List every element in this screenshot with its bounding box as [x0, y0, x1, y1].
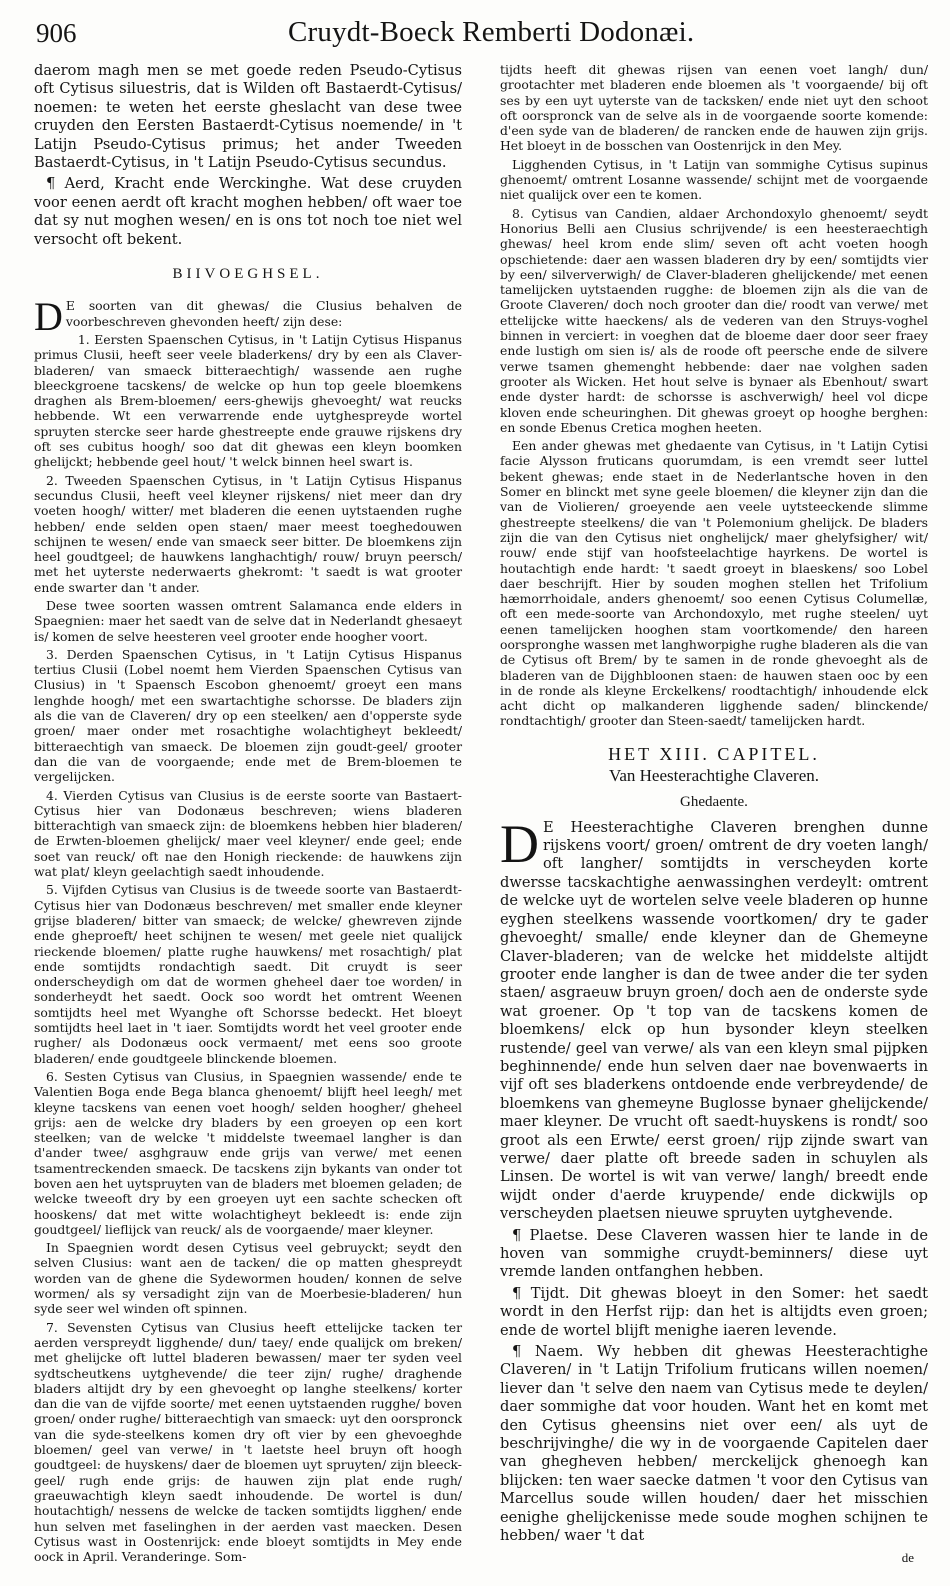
drop-cap: D — [34, 294, 63, 340]
continued-paragraph: tijdts heeft dit ghewas rijsen van eenen voet langh/ dun/ grootachter met bladeren ende bloemen als 't voorgaende/ bij oft ses by een uyt uyterste van de tacksken/ ende niet uyt den schoot oft oorspronck van de selve als in de voorgaende soorte komende: d'een syde van de bladeren/ de rancken ende de hauwen zijn grijs. Het bloeyt in de bosschen van Oostenrijck in den Mey. — [500, 62, 928, 154]
species-paragraph: 1. Eersten Spaenschen Cytisus, in 't Latijn Cytisus Hispanus primus Clusii, heeft seer veele bladerkens/ dry by een als Claver-bladeren/ van smaeck bitteraechtigh/ wassende aen rughe bleeckgroene tacskens/ de welcke op hun top geele bloemkens draghen als Brem-bloemen/ eers-ghewijs ghevoeght/ wat reucks hebbende. Wt een verwarrende ende uytghespreyde wortel spruyten stercke seer harde ghestreepte ende grauwe rijskens dry oft ses cubitus hoogh/ soo dat dit ghewas een kleyn boomken ghelijckt; hebbende geel hout/ 't welck binnen heel swart is. — [34, 331, 462, 470]
intro-paragraph: daerom magh men se met goede reden Pseudo-Cytisus oft Cytisus siluestris, dat is Wilden oft Bastaerdt-Cytisus/ noemen: te weten het eerste gheslacht van dese twee cruyden den Eersten Bastaerdt-Cytisus noemende/ in 't Latijn Pseudo-Cytisus primus; het ander Tweeden Bastaerdt-Cytisus, in 't Latijn Pseudo-Cytisus secundus. — [34, 62, 462, 172]
species-paragraph: 4. Vierden Cytisus van Clusius is de eerste soorte van Bastaert-Cytisus hier van Dodonæus beschreven; wiens bladeren bitterachtigh van smaeck zijn: de bloemkens hebben hier bladeren/ de Erwten-bloemen ghelijck/ maer veel kleyner/ ende geel; ende soet van reuck/ oft nae den Honigh rieckende: de hauwkens zijn wat plat/ kleyn geelachtigh saedt inhoudende. — [34, 787, 462, 880]
species-paragraph: 6. Sesten Cytisus van Clusius, in Spaegnien wassende/ ende te Valentien Boga ende Bega blanca ghenoemt/ blijft heel leegh/ met kleyne tacskens van eenen voet hoogh/ selden hoogher/ gheheel grijs: aen de welcke dry bladers by een groeyen op een kort steelken; van de welcke 't middelste tweemael langher is dan d'ander twee/ asghgrauw ende grijs van verwe/ met eenen tsamentreckenden smaeck. De tacskens zijn bykants van onder tot boven aen het uytspruyten van de bladers met bloemen geladen; de welcke tweeoft dry by een groeyen uyt een sachte schecken oft hooskens/ dat met witte wolachtigheyt bekleedt is: ende zijn goudtgeel/ lieflijck van reuck/ als de voorgaende/ maer kleyner. — [34, 1068, 462, 1237]
species-paragraph: 8. Cytisus van Candien, aldaer Archondoxylo ghenoemt/ seydt Honorius Belli aen Clusius schrijvende/ is een heesteraechtigh ghewas/ heel krom ende slim/ seven oft acht voeten hoogh opschietende: daer aen wassen bladeren dry by een/ somtijdts vier by een/ silververwigh/ de Claver-bladeren ghelijckende/ met eenen tamelijcken uytstaenden rugghe: de bloemen zijn als die van de Groote Claveren/ doch noch grooter dan die/ roodt van verwe/ met ettelijcke witte haeckens/ als de vederen van den Struys-voghel binnen in verciert: in voeghen dat de bloeme daer door seer fraey ende lustigh om sien is/ als de roode oft peersche ende de silvere verwe tsamen ghemenght hebbende: daer nae volghen saden grooter als Wicken. Het hout selve is bynaer als Ebenhout/ swart ende dyster hardt: de schorsse is aschverwigh/ heel vol dicpe kloven ende scheuringhen. Dit ghewas groeyt op hooghe berghen: en sonde Ebenus Cretica moghen heeten. — [500, 205, 928, 435]
species-paragraph: 2. Tweeden Spaenschen Cytisus, in 't Latijn Cytisus Hispanus secundus Clusii, heeft veel kleyner rijskens/ niet meer dan dry voeten hoogh/ witter/ met bladeren die eenen uytstaenden rughe hebben/ ende selden open staen/ maer meest toeghedouwen schijnen te wesen/ ende van smaeck seer bitter. De bloemkens zijn heel goudtgeel; de hauwkens langhachtigh/ rouw/ bruyn peersch/ met het uyterste nederwaerts ghekromt: 't saedt is wat grooter ende swarter dan 't ander. — [34, 472, 462, 595]
species-paragraph: Ligghenden Cytisus, in 't Latijn van sommighe Cytisus supinus ghenoemt/ omtrent Losanne wassende/ schijnt met de voorgaende niet qualijck over een te komen. — [500, 156, 928, 203]
bijvoeghsel-intro — [34, 294, 462, 340]
chapter-paragraph — [500, 813, 928, 1224]
left-column — [34, 62, 462, 1565]
running-title: Cruydt-Boeck Remberti Dodonæi. — [288, 16, 695, 48]
species-paragraph: 7. Sevensten Cytisus van Clusius heeft ettelijcke tacken ter aerden verspreydt ligghende/ dun/ taey/ ende qualijck om breken/ met ghelijcke oft luttel bladeren bewassen/ maer ter syden veel sydtscheutkens uytghevende/ die teer zijn/ rughe/ draghende bladers altijdt dry by een ghevoeght op langhe steelkens/ korter dan die van de vijfde soorte/ met eenen uytstaenden rugghe/ boven groen/ onder rughe/ bitteraechtigh van smaeck: uyt den oorspronck van die syde-steelkens komen dry oft vier by een ghevoeghde bloemen/ geel van verwe/ in 't laetste heel bruyn oft hoogh goudtgeel: de huyskens/ daer de bloemen uyt spruyten/ zijn bleeck-geel/ rugh ende grijs: de hauwen zijn plat ende rugh/ graeuwachtigh kleyn saedt inhoudende. De wortel is dun/ houtachtigh/ nessens de welcke de tacken somtijdts ligghen/ ende hun selven met faselinghen in der aerden vast maecken. Desen Cytisus wast in Oostenrijck: ende bloeyt somtijdts in Mey ende oock in April. Veranderinge. Som- — [34, 1319, 462, 1565]
species-paragraph: In Spaegnien wordt desen Cytisus veel gebruyckt; seydt den selven Clusius: want aen de tacken/ die op matten ghespreydt worden van de ghene die Sydewormen houden/ konnen de selve wormen/ als sy versadight zijn van de Moerbesie-bladeren/ hun syde seer wel winden oft spinnen. — [34, 1240, 462, 1317]
drop-cap: D — [500, 813, 539, 874]
species-paragraph: 3. Derden Spaenschen Cytisus, in 't Latijn Cytisus Hispanus tertius Clusii (Lobel noemt hem Vierden Spaenschen Cytisus van Clusius) in 't Spaensch Escobon ghenoemt/ groeyt een mans lenghde hoogh/ met een swartachtighe schorsse. De bladers zijn als die van de Claveren/ dry op een steelken/ aen d'opperste syde groen/ maer onder met rosachtighe wolachtigheyt bekleedt/ bitteraechtigh van smaeck. De bloemen zijn goudt-geel/ grooter dan die van de voorgaende; ende met de Brem-bloemen te vergelijcken. — [34, 646, 462, 785]
page-header — [36, 16, 914, 50]
ghedaente-heading: Ghedaente. — [680, 794, 748, 811]
chapter-title: HET XIII. CAPITEL. — [608, 743, 820, 764]
page-number: 906 — [36, 18, 77, 48]
tijdt-paragraph: ¶ Tijdt. Dit ghewas bloeyt in den Somer: het saedt wordt in den Herfst rijp: dan het is altijdts even groen; ende de wortel blijft menighe iaeren levende. — [500, 1284, 928, 1339]
species-paragraph: 5. Vijfden Cytisus van Clusius is de tweede soorte van Bastaerdt-Cytisus hier van Dodonæus beschreven/ met smaller ende kleyner grijse bladeren/ bitter van smaeck; de welcke/ ghewreven zijnde ende gheproeft/ heet schijnen te wesen/ met geele niet qualijck rieckende bloemen/ platte rughe hauwkens/ met rosachtigh/ plat ende somtijdts rondachtigh saedt. Dit cruydt is seer onderscheydigh om dat de wormen gheheel daer toe worden/ in sonderheydt het saedt. Oock soo wordt het omtrent Weenen somtijdts heel met Wyanghe oft Schorsse bedeckt. Het bloeyt somtijdts heel laet in 't iaer. Somtijdts wordt het veel grooter ende rugher/ als Dodonæus oock vermaent/ met eens soo groote bladeren/ ende goudtgeele blinckende bloemen. — [34, 882, 462, 1066]
aerd-kracht-paragraph: ¶ Aerd, Kracht ende Werckinghe. Wat dese cruyden voor eenen aerdt oft kracht moghen hebben/ oft waer toe dat sy nut moghen wesen/ en is ons tot noch toe niet wel versocht oft bekent. — [34, 175, 462, 248]
bijvoeghsel-intro-text: E soorten van dit ghewas/ die Clusius behalven de voorbeschreven ghevonden heeft/ zijn dese: — [65, 298, 462, 329]
right-column — [500, 62, 928, 1545]
species-paragraph: Een ander ghewas met ghedaente van Cytisus, in 't Latijn Cytisi facie Alysson fruticans quorumdam, is een vremdt seer luttel bekent ghewas; ende staet in de Nederlantsche hoven in den Somer en blinckt met syne geele bloemen/ die kleyner zijn dan die van de Violieren/ groeyende aen veele uytsteeckende slimme ghestreepte steelkens/ die van 't Polemonium ghelijck. De bladers zijn die van den Cytisus niet onghelijck/ maer ghelyfsigher/ wit/ rouw/ ende stijf van hoofsteelachtige hayrkens. De wortel is houtachtigh ende hardt: 't saedt groeyt in blaeskens/ soo Lobel daer beschrijft. Hier by souden moghen stellen het Trifolium hæmorrhoidale, anders ghenoemt/ soo eenen Cytisus Columellæ, oft een mede-soorte van Archondoxylo, met rughe steelen/ uyt eenen tamelijcken hooghen stam voortkomende/ den hareen oorspronghe wassen met langhworpighe rughe bladeren als die van de Cytisus oft Brem/ by te samen in de ronde ghevoeght als de bladeren van de Dijghbloonen staen: de hauwen staen ooc by een in de ronde als kleyne Erckelkens/ roodtachtigh/ inhoudende elck acht dicht op malkanderen ligghende saden/ blinckende/ rondtachtigh/ grooter dan Steen-saedt/ tamelijcken hardt. — [500, 438, 928, 729]
naem-paragraph: ¶ Naem. Wy hebben dit ghewas Heesterachtighe Claveren/ in 't Latijn Trifolium fruticans willen noemen/ liever dan 't selve den naem van Cytisus mede te deylen/ daer sommighe dat voor houden. Want het en komt met den Cytisus gheensins niet over een/ als uyt de beschrijvinghe/ die wy in de voorgaende Capitelen daer van ghegheven hebben/ merckelijck ghenoegh kan blijcken: ten waer saecke datmen 't voor den Cytisus van Marcellus soude willen houden/ daer het misschien eenighe ghelijckenisse mede soude moghen schijnen te hebben/ waer 't dat — [500, 1343, 928, 1545]
catchword: de — [901, 1550, 914, 1565]
chapter-subtitle: Van Heesterachtighe Claveren. — [608, 766, 820, 786]
chapter-paragraph-text: E Heesterachtighe Claveren brenghen dunne rijskens voort/ groen/ omtrent de dry voeten langh/ oft langher/ somtijdts in verscheyden korte dwersse tacskachtighe aenwassinghen verdeylt: omtrent de welcke uyt de wortelen selve veele bladeren op hunne eyghen steelkens wassende voortkomen/ dry te gader ghevoeght/ smalle/ ende kleyner dan de Ghemeyne Claver-bladeren; van de welcke het middelste altijdt grooter ende langher is dan de twee ander die ter syden staen/ asgraeuw bruyn groen/ doch aen de onderste syde wat groener. Op 't top van de tacskens komen de bloemkens/ elck op hun bysonder kleyn steelken rustende/ geel van verwe/ als van een kleyn smal pijpken beghinnende/ ende hun selven daer nae bovenwaerts in vijf oft ses bladerkens ontdoende ende verbreydende/ de bloemkens van ghemeyne Buglosse bynaer ghelijckende/ maer kleyner. De vrucht oft saedt-huyskens is rondt/ soo groot als een Erwte/ eerst groen/ rijp zijnde swart van verwe/ daer platte oft breede saden in schuylen als Linsen. De wortel is wit van verwe/ langh/ breedt ende wijdt onder d'aerde kruypende/ ende dickwijls op verscheyden plaetsen nieuwe spruyten uytghevende. — [500, 818, 928, 1223]
plaetse-paragraph: ¶ Plaetse. Dese Claveren wassen hier te lande in de hoven van sommighe cruydt-beminners/ diese uyt vremde landen ontfanghen hebben. — [500, 1226, 928, 1281]
section-title-bijvoeghsel: BIIVOEGHSEL. — [172, 266, 324, 283]
species-paragraph: Dese twee soorten wassen omtrent Salamanca ende elders in Spaegnien: maer het saedt van de selve dat in Nederlandt ghesaeyt is/ komen de selve heesteren veel grooter ende hoogher voort. — [34, 598, 462, 644]
